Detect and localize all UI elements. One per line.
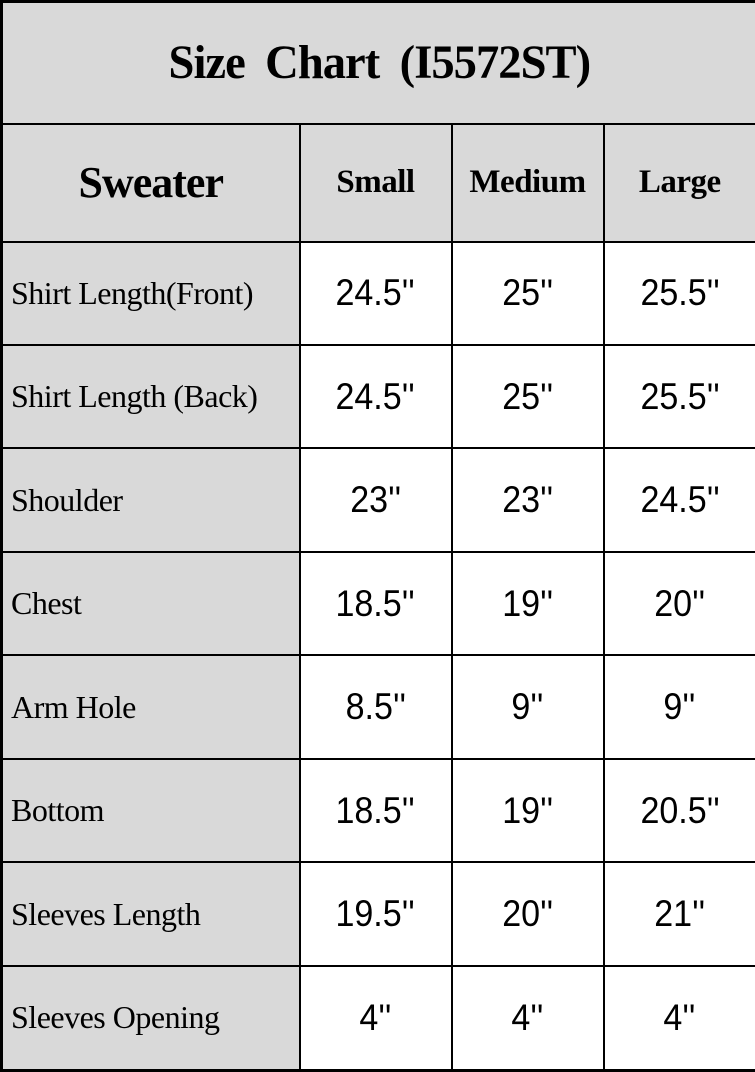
row-value-medium-text: 9'' bbox=[511, 686, 544, 728]
row-value-large-text: 25.5'' bbox=[640, 375, 720, 417]
row-label: Shoulder bbox=[2, 448, 300, 551]
row-value-medium bbox=[452, 448, 604, 551]
title-row bbox=[2, 2, 755, 124]
row-value-small bbox=[300, 552, 452, 655]
row-value-small-text: 8.5'' bbox=[345, 686, 406, 728]
row-value-small-text: 24.5'' bbox=[335, 375, 416, 417]
row-value-small-text: 19.5'' bbox=[335, 893, 416, 935]
row-value-large-text: 24.5'' bbox=[640, 479, 720, 521]
row-value-medium bbox=[452, 345, 604, 448]
table-row bbox=[2, 966, 755, 1071]
header-size-medium: Medium bbox=[452, 124, 604, 242]
table-row bbox=[2, 759, 755, 862]
row-label: Sleeves Opening bbox=[2, 966, 300, 1071]
row-label: Chest bbox=[2, 552, 300, 655]
row-value-large bbox=[604, 966, 755, 1071]
row-value-small-text: 23'' bbox=[350, 479, 401, 521]
header-product: Sweater bbox=[2, 124, 300, 242]
row-value-small bbox=[300, 966, 452, 1071]
header-row bbox=[2, 124, 755, 242]
row-value-medium bbox=[452, 655, 604, 758]
row-value-medium bbox=[452, 759, 604, 862]
row-value-medium-text: 20'' bbox=[502, 893, 553, 935]
row-value-large bbox=[604, 655, 755, 758]
table-row bbox=[2, 345, 755, 448]
row-value-small bbox=[300, 759, 452, 862]
row-value-large bbox=[604, 552, 755, 655]
table-body bbox=[2, 2, 755, 1071]
chart-title: Size Chart (I5572ST) bbox=[168, 36, 590, 90]
row-value-large bbox=[604, 862, 755, 965]
row-value-small-text: 24.5'' bbox=[335, 272, 416, 314]
header-size-small: Small bbox=[300, 124, 452, 242]
row-value-large-text: 25.5'' bbox=[640, 272, 720, 314]
row-value-medium-text: 4'' bbox=[511, 996, 544, 1038]
row-value-medium bbox=[452, 242, 604, 345]
row-label: Bottom bbox=[2, 759, 300, 862]
row-label: Sleeves Length bbox=[2, 862, 300, 965]
row-value-large-text: 21'' bbox=[654, 893, 706, 935]
table-row bbox=[2, 448, 755, 551]
row-value-small bbox=[300, 448, 452, 551]
row-value-small-text: 18.5'' bbox=[335, 582, 416, 624]
row-value-large bbox=[604, 759, 755, 862]
table-row bbox=[2, 242, 755, 345]
row-value-medium-text: 25'' bbox=[502, 272, 553, 314]
row-value-large-text: 20'' bbox=[654, 582, 706, 624]
row-value-small-text: 18.5'' bbox=[335, 789, 416, 831]
row-value-large-text: 9'' bbox=[663, 686, 696, 728]
row-value-medium bbox=[452, 552, 604, 655]
row-value-small-text: 4'' bbox=[359, 996, 392, 1038]
row-label: Shirt Length (Back) bbox=[2, 345, 300, 448]
row-value-large bbox=[604, 242, 755, 345]
row-value-small bbox=[300, 345, 452, 448]
row-value-large bbox=[604, 345, 755, 448]
row-value-medium bbox=[452, 966, 604, 1071]
row-value-small bbox=[300, 242, 452, 345]
title-cell bbox=[2, 2, 755, 124]
row-label: Arm Hole bbox=[2, 655, 300, 758]
row-value-medium-text: 23'' bbox=[502, 479, 553, 521]
row-value-large-text: 20.5'' bbox=[640, 789, 720, 831]
row-label: Shirt Length(Front) bbox=[2, 242, 300, 345]
row-value-medium-text: 25'' bbox=[502, 375, 553, 417]
row-value-large-text: 4'' bbox=[663, 996, 696, 1038]
table-row bbox=[2, 862, 755, 965]
row-value-small bbox=[300, 862, 452, 965]
row-value-large bbox=[604, 448, 755, 551]
table-row bbox=[2, 655, 755, 758]
row-value-medium bbox=[452, 862, 604, 965]
header-size-large: Large bbox=[604, 124, 755, 242]
row-value-medium-text: 19'' bbox=[502, 582, 553, 624]
row-value-medium-text: 19'' bbox=[502, 789, 553, 831]
row-value-small bbox=[300, 655, 452, 758]
table-row bbox=[2, 552, 755, 655]
